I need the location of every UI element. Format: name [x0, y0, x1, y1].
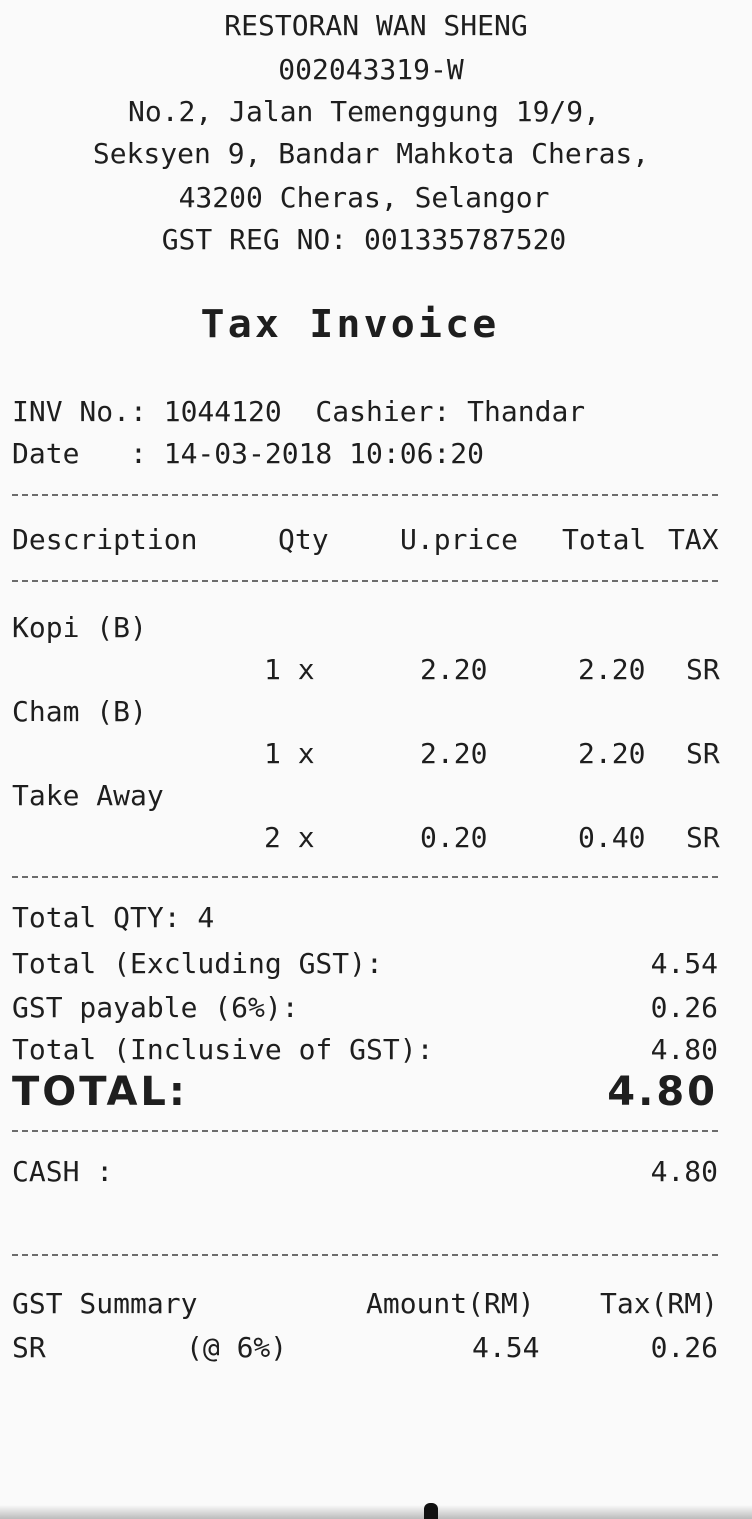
item-tax-code: SR [686, 737, 720, 770]
total-incl-gst-label: Total (Inclusive of GST): [12, 1033, 434, 1066]
column-total: Total [562, 523, 647, 556]
gst-payable-label: GST payable (6%): [12, 991, 299, 1024]
item-unit-price: 0.20 [420, 821, 488, 854]
item-qty: 1 x [264, 737, 315, 770]
invoice-date: Date : 14-03-2018 10:06:20 [12, 437, 485, 470]
gst-summary-label: GST Summary [12, 1287, 198, 1320]
gst-summary-tax-header: Tax(RM) [599, 1287, 718, 1320]
cash-label: CASH : [12, 1155, 114, 1188]
item-name: Kopi (B) [12, 611, 147, 644]
grand-total-value: 4.80 [607, 1069, 718, 1115]
gst-summary-amount-header: Amount(RM) [366, 1287, 535, 1320]
item-total: 2.20 [578, 737, 646, 770]
total-excl-gst-value: 4.54 [650, 947, 718, 980]
paper-mark [424, 1503, 438, 1519]
gst-summary-tax: 0.26 [650, 1331, 718, 1364]
item-name: Take Away [12, 779, 164, 812]
divider [12, 494, 718, 496]
grand-total-label: TOTAL: [12, 1069, 188, 1115]
cash-value: 4.80 [650, 1155, 718, 1188]
gst-payable-value: 0.26 [650, 991, 718, 1024]
total-qty: Total QTY: 4 [12, 901, 215, 934]
item-qty: 2 x [264, 821, 315, 854]
total-excl-gst-label: Total (Excluding GST): [12, 947, 383, 980]
divider [12, 580, 718, 582]
item-unit-price: 2.20 [420, 653, 488, 686]
item-total: 2.20 [578, 653, 646, 686]
divider [12, 1130, 718, 1132]
item-tax-code: SR [686, 653, 720, 686]
paper-edge-shadow [0, 1505, 752, 1519]
total-incl-gst-value: 4.80 [650, 1033, 718, 1066]
gst-summary-rate: (@ 6%) [186, 1331, 288, 1364]
divider [12, 1254, 718, 1256]
gst-summary-code: SR [12, 1331, 46, 1364]
invoice-title: Tax Invoice [200, 302, 500, 346]
column-description: Description [12, 523, 198, 556]
item-total: 0.40 [578, 821, 646, 854]
item-tax-code: SR [686, 821, 720, 854]
divider [12, 876, 718, 878]
column-qty: Qty [278, 523, 329, 556]
item-qty: 1 x [264, 653, 315, 686]
gst-summary-amount: 4.54 [472, 1331, 540, 1364]
gst-reg-no: GST REG NO: 001335787520 [161, 223, 567, 256]
column-tax: TAX [668, 523, 719, 556]
address-line-2: Seksyen 9, Bandar Mahkota Cheras, [92, 137, 650, 170]
restaurant-name: RESTORAN WAN SHENG [224, 9, 528, 42]
item-name: Cham (B) [12, 695, 147, 728]
address-line-1: No.2, Jalan Temenggung 19/9, [127, 95, 600, 128]
address-line-3: 43200 Cheras, Selangor [178, 181, 550, 214]
column-unit-price: U.price [400, 523, 519, 556]
invoice-number-cashier: INV No.: 1044120 Cashier: Thandar [12, 395, 586, 428]
company-reg-no: 002043319-W [278, 53, 464, 86]
item-unit-price: 2.20 [420, 737, 488, 770]
